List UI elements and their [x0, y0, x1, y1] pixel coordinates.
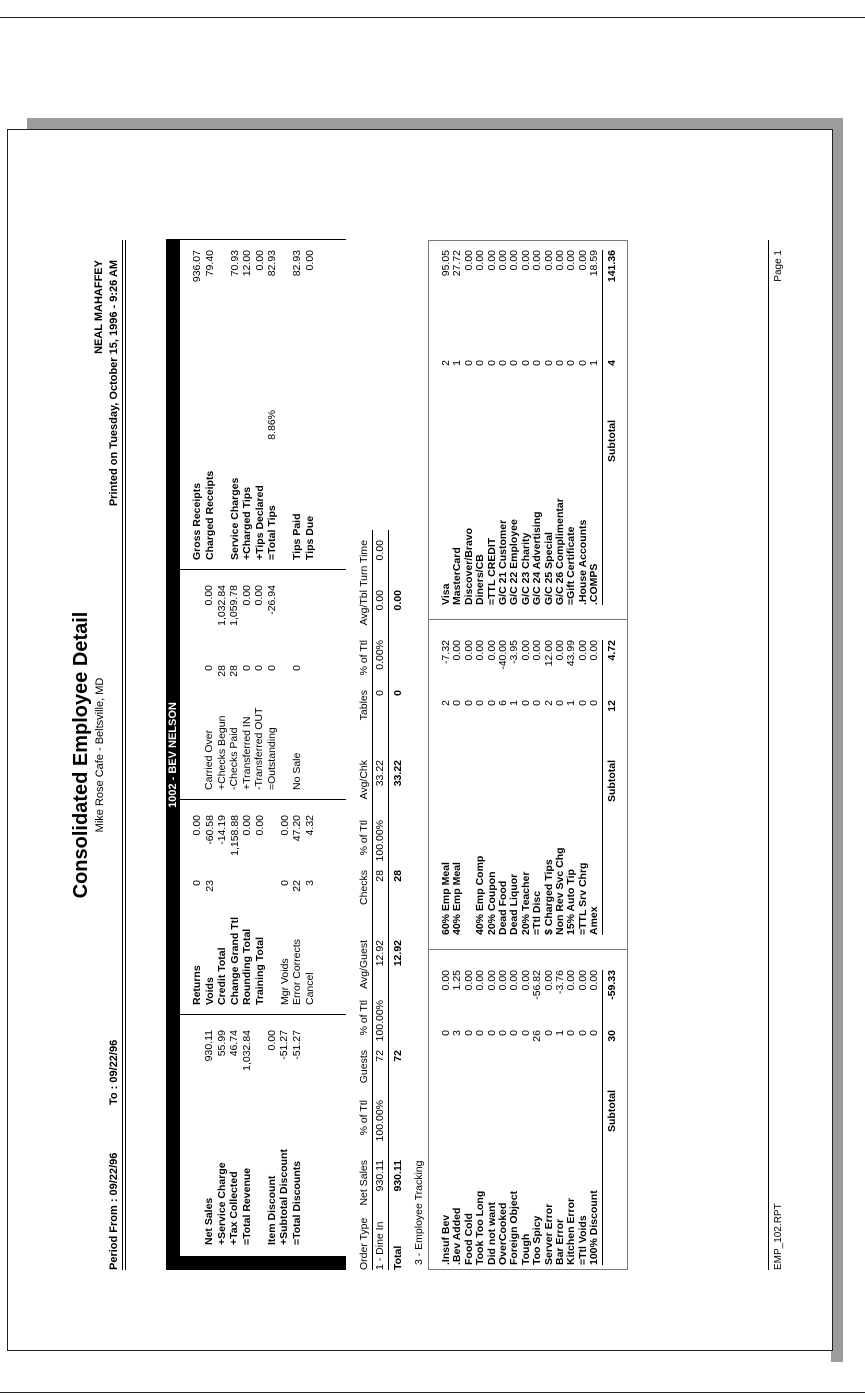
sales-label: +Charged Tips [241, 486, 253, 560]
tracking-count: 0 [519, 360, 532, 366]
report-file-name: EMP_102.RPT [773, 1203, 784, 1270]
sales-label: Gross Receipts [191, 482, 203, 560]
tracking-count: 0 [554, 360, 566, 366]
sales-count: 0 [278, 880, 291, 886]
tracking-value: 0.00 [485, 250, 498, 271]
order-type-total: 33.22 [392, 760, 404, 787]
tracking-value: 0.00 [531, 640, 544, 661]
tracking-count: 2 [440, 700, 452, 706]
order-type-total: 0.00 [392, 590, 404, 611]
order-type-total: 12.92 [392, 940, 404, 967]
tracking-label: Kitchen Error [565, 1197, 578, 1265]
tracking-count: 0 [485, 360, 498, 366]
sales-label: Charged Receipts [203, 470, 216, 560]
order-type-total: 72 [392, 1050, 404, 1062]
tracking-count: 0 [576, 1030, 589, 1036]
tracking-label: 40% Emp Comp [474, 855, 487, 935]
sales-count: 0 [203, 665, 215, 671]
sales-count: 0 [253, 665, 265, 671]
subtotal-label: Subtotal [606, 760, 618, 802]
tracking-count: 0 [531, 700, 544, 706]
sales-value: 55.99 [215, 1030, 228, 1057]
tracking-value: 0.00 [462, 250, 475, 271]
sales-value: -51.27 [290, 1030, 303, 1060]
tracking-value: 12.00 [542, 640, 555, 667]
sales-value: 1,059.78 [228, 585, 240, 626]
report-location: Mike Rose Cafe - Beltsville, MD [94, 677, 106, 833]
sales-value: 4.32 [303, 815, 316, 836]
tracking-value: 43.99 [565, 640, 578, 667]
tracking-value: 0.00 [497, 250, 509, 271]
order-type-total: 0 [392, 690, 404, 696]
order-type-cell: 100.00% [374, 1000, 386, 1042]
tracking-value: 1.25 [451, 970, 464, 991]
tracking-label: Visa [440, 583, 452, 605]
tracking-label: G/C 22 Employee [508, 519, 521, 605]
tracking-label: Bar Error [554, 1218, 566, 1265]
tracking-count: 0 [462, 700, 475, 706]
tracking-count: 0 [565, 1030, 578, 1036]
tracking-value: 0.00 [462, 640, 475, 661]
tracking-label: Dead Food [497, 880, 509, 935]
report-page [7, 129, 833, 1351]
tracking-label: .Bev Added [451, 1207, 464, 1265]
underline-rule [372, 530, 373, 1270]
footer-rule [768, 240, 769, 1270]
column-divider [180, 1014, 346, 1015]
top-rule [0, 17, 865, 18]
sales-label: +Service Charge [215, 1162, 228, 1245]
tracking-count: 0 [554, 700, 566, 706]
subtotal-count: 30 [606, 1030, 618, 1042]
tracking-label: Dead Liquor [508, 873, 521, 935]
order-type-total: Total [392, 1245, 404, 1270]
sales-value: 1,032.84 [215, 585, 228, 626]
tracking-count: 1 [554, 1030, 566, 1036]
sales-label: Carried Over [203, 729, 215, 790]
tracking-label: Food Cold [462, 1213, 475, 1265]
sales-value: 0.00 [253, 250, 266, 271]
period-to: To : 09/22/96 [108, 1039, 120, 1105]
tracking-count: 0 [474, 700, 487, 706]
sales-value: 12.00 [241, 250, 253, 277]
sales-value: 47.20 [291, 815, 303, 842]
tracking-count: 0 [588, 1030, 601, 1036]
tracking-value: 0.00 [576, 970, 589, 991]
tracking-value: 27.72 [451, 250, 464, 277]
sales-value: 0.00 [265, 1030, 278, 1051]
tracking-label: $ Charged Tips [542, 859, 555, 935]
tracking-count: 0 [531, 360, 544, 366]
sales-count: 3 [303, 880, 316, 886]
tracking-count: 0 [474, 1030, 487, 1036]
tracking-value: -3.95 [508, 640, 521, 664]
sales-label: Returns [191, 965, 203, 1005]
tracking-value: 0.00 [588, 970, 601, 991]
tracking-value: -7.32 [440, 640, 452, 664]
underline-rule [602, 640, 603, 935]
order-type-cell: 1 - Dine In [374, 1221, 386, 1270]
order-type-cell: 100.00% [374, 1100, 386, 1142]
tracking-value: 0.00 [588, 640, 601, 661]
sales-label: Tips Paid [291, 513, 303, 560]
tracking-label: Did not want [485, 1202, 498, 1265]
tracking-value: 0.00 [474, 250, 487, 271]
sales-label: Item Discount [265, 1175, 278, 1245]
tracking-count: 0 [440, 1030, 452, 1036]
sales-label: -Transferred OUT [253, 707, 265, 790]
tracking-label: G/C 24 Advertising [531, 511, 544, 605]
order-type-cell: 0.00 [374, 540, 386, 561]
sales-count: 28 [228, 665, 240, 677]
sales-value: 82.93 [266, 250, 278, 277]
tracking-count: 26 [531, 1030, 544, 1042]
tracking-label: .House Accounts [576, 519, 589, 605]
sales-value: -51.27 [278, 1030, 290, 1060]
tracking-label: .COMPS [588, 563, 601, 605]
sales-count: 28 [215, 665, 228, 677]
column-header: Tables [358, 690, 370, 721]
printed-by-name: NEAL MAHAFFEY [93, 260, 105, 354]
tracking-label: Took Too Long [474, 1190, 487, 1265]
tracking-value: -56.82 [531, 970, 544, 1000]
sales-label: +Checks Begun [215, 715, 228, 790]
section-title: 3 - Employee Tracking [413, 1160, 425, 1265]
tracking-value: 0.00 [542, 970, 555, 991]
tracking-count: 0 [451, 700, 464, 706]
column-header: Net Sales [358, 1160, 370, 1206]
sales-label: +Subtotal Discount [278, 1149, 290, 1245]
sales-value: 82.93 [291, 250, 303, 277]
order-type-cell: 100.00% [374, 820, 386, 862]
tracking-value: 0.00 [497, 970, 509, 991]
sales-value: 0.00 [253, 585, 265, 606]
tracking-count: 0 [519, 1030, 532, 1036]
sales-value: 79.40 [203, 250, 216, 277]
order-type-cell: 12.92 [374, 940, 386, 967]
sales-value: 46.74 [228, 1030, 240, 1057]
tracking-value: 0.00 [519, 640, 532, 661]
tracking-value: 0.00 [451, 640, 464, 661]
tips-percent: 8.86% [266, 410, 278, 440]
order-type-cell: 28 [374, 870, 386, 882]
tracking-value: 0.00 [565, 250, 578, 271]
tracking-value: -3.76 [554, 970, 566, 994]
tracking-label: Diners/CB [474, 554, 487, 605]
tracking-label: G/C 21 Customer [497, 519, 509, 605]
column-header: Guests [358, 1050, 370, 1084]
sales-count: 23 [203, 880, 216, 892]
tracking-label: G/C 25 Special [542, 532, 555, 605]
tracking-label: Amex [588, 906, 601, 935]
tracking-count: 1 [451, 360, 464, 366]
column-header: Avg/Tbl [358, 590, 370, 626]
tracking-count: 0 [497, 1030, 509, 1036]
sales-value: 0.00 [191, 815, 203, 836]
employee-band: 1002 - BEV NELSON [166, 240, 180, 1270]
order-type-cell: 0 [374, 690, 386, 696]
column-header: % of Ttl [358, 1100, 370, 1136]
order-type-cell: 33.22 [374, 760, 386, 787]
tracking-label: 40% Emp Meal [451, 862, 464, 935]
tracking-value: 0.00 [565, 970, 578, 991]
column-divider [180, 569, 346, 570]
order-type-cell: 0.00 [374, 590, 386, 611]
sales-value: 1,032.84 [240, 1030, 253, 1071]
sales-value: 0.00 [203, 585, 215, 606]
subtotal-value: 141.36 [606, 250, 618, 283]
tracking-label: G/C 26 Complimentar [554, 498, 566, 605]
header-rule-2 [125, 240, 126, 1270]
period-from: Period From : 09/22/96 [108, 1152, 120, 1270]
tracking-label: Too Spicy [531, 1215, 544, 1265]
tracking-value: 0.00 [474, 640, 487, 661]
tracking-label: 100% Discount [588, 1190, 601, 1265]
sales-label: +Tips Declared [253, 485, 266, 560]
bottom-rule [0, 1392, 865, 1393]
sales-label: Tips Due [303, 515, 316, 560]
sales-value: 0.00 [303, 250, 316, 271]
sales-count: 0 [290, 665, 303, 671]
tracking-count: 0 [576, 360, 589, 366]
tracking-value: 95.05 [440, 250, 452, 277]
sales-count: 0 [240, 665, 253, 671]
tracking-value: 0.00 [508, 250, 521, 271]
tracking-label: =Ttl Disc [531, 890, 544, 935]
tracking-label: Non Rev Svc Chg [554, 847, 566, 935]
tracking-label: 20% Teacher [519, 871, 532, 935]
tracking-value: -40.00 [497, 640, 509, 670]
tracking-value: 0.00 [554, 640, 566, 661]
column-header: Turn Time [358, 540, 370, 587]
tracking-label: 20% Coupon [485, 871, 498, 935]
tracking-label: Server Error [542, 1203, 555, 1265]
sales-value: 1,158.88 [228, 815, 241, 856]
tracking-count: 0 [588, 700, 601, 706]
sales-value: -14.19 [216, 815, 228, 845]
subtotal-label: Subtotal [606, 420, 618, 462]
tracking-count: 1 [508, 700, 521, 706]
report-title: Consolidated Employee Detail [70, 611, 92, 899]
tracking-value: 18.59 [588, 250, 601, 277]
tracking-count: 0 [485, 1030, 498, 1036]
subtotal-count: 4 [606, 360, 618, 366]
order-type-cell: 930.11 [374, 1160, 386, 1192]
underline-rule [602, 970, 603, 1265]
tracking-count: 0 [519, 700, 532, 706]
tracking-value: 0.00 [554, 250, 566, 271]
sales-value: -60.58 [203, 815, 216, 845]
sales-value: 930.11 [203, 1030, 215, 1062]
sales-count: 22 [291, 880, 303, 892]
tracking-label: G/C 23 Charity [519, 532, 532, 605]
column-divider [428, 619, 628, 620]
tracking-label: =TTL CREDIT [485, 537, 498, 605]
sales-label: Service Charges [228, 477, 241, 560]
tracking-label: Tough [519, 1233, 532, 1265]
column-header: Avg/Guest [358, 940, 370, 989]
sales-label: =Total Revenue [240, 1167, 253, 1245]
sales-value: 936.07 [191, 250, 203, 283]
tracking-count: 0 [508, 1030, 521, 1036]
tracking-value: 0.00 [542, 250, 555, 271]
tracking-label: 60% Emp Meal [440, 862, 452, 935]
tracking-value: 0.00 [531, 250, 544, 271]
band-left-block [166, 1256, 346, 1270]
sales-value: 0.00 [278, 815, 291, 836]
tracking-value: 0.00 [485, 640, 498, 661]
sales-label: -Checks Paid [228, 727, 240, 790]
tracking-count: 1 [588, 360, 601, 366]
tracking-label: =TTL Srv Chrg [576, 862, 589, 935]
rotated-report [68, 120, 798, 1290]
printed-timestamp: Printed on Tuesday, October 15, 1996 - 9:26 AM [108, 260, 120, 507]
tracking-value: 0.00 [519, 970, 532, 991]
tracking-count: 0 [474, 360, 487, 366]
column-header: % of Ttl [358, 640, 370, 676]
sales-count: 0 [265, 665, 278, 671]
tracking-count: 2 [440, 360, 452, 366]
underline-rule [602, 250, 603, 605]
sales-label: Mgr Voids [278, 958, 291, 1005]
sales-label: Credit Total [216, 947, 228, 1005]
header-rule [122, 240, 123, 1270]
sales-value: 0.00 [241, 815, 253, 836]
column-header: Checks [358, 870, 370, 906]
tracking-value: 0.00 [462, 970, 475, 991]
subtotal-value: 4.72 [606, 640, 618, 661]
tracking-count: 0 [542, 360, 555, 366]
tracking-label: Discover/Bravo [462, 527, 475, 605]
tracking-value: 0.00 [474, 970, 487, 991]
sales-label: Training Total [253, 936, 266, 1005]
column-divider [180, 799, 346, 800]
tracking-label: =Ttl Voids [576, 1215, 589, 1265]
tracking-count: 0 [485, 700, 498, 706]
tracking-label: 15% Auto Tip [565, 869, 578, 935]
sales-label: +Transferred IN [240, 716, 253, 790]
sales-label: No Sale [290, 752, 303, 790]
page-number: Page 1 [773, 250, 784, 282]
order-type-cell: 0.00% [374, 640, 386, 670]
sales-count: 0 [191, 880, 203, 886]
sales-value: 0.00 [240, 585, 253, 606]
tracking-value: 0.00 [440, 970, 452, 991]
tracking-value: 0.00 [519, 250, 532, 271]
sales-label: Rounding Total [241, 928, 253, 1005]
tracking-value: 0.00 [576, 250, 589, 271]
sales-label: =Total Discounts [290, 1160, 303, 1245]
tracking-count: 0 [497, 360, 509, 366]
tracking-label: MasterCard [451, 547, 464, 605]
order-type-total: 930.11 [392, 1160, 404, 1192]
sales-value: 70.93 [228, 250, 241, 277]
tracking-value: 0.00 [576, 640, 589, 661]
tracking-count: 0 [462, 360, 475, 366]
order-type-total: 28 [392, 870, 404, 882]
tracking-label: .Insuf Bev [440, 1214, 452, 1265]
sales-value: -26.94 [265, 585, 278, 615]
column-header: Order Type [358, 1217, 370, 1270]
tracking-count: 0 [576, 700, 589, 706]
subtotal-label: Subtotal [606, 1090, 618, 1132]
tracking-label: =Gift Certificate [565, 526, 578, 605]
column-header: % of Ttl [358, 820, 370, 856]
tracking-count: 1 [565, 700, 578, 706]
sales-value: 0.00 [253, 815, 266, 836]
sales-label: +Tax Collected [228, 1171, 240, 1245]
order-type-cell: 72 [374, 1050, 386, 1062]
column-header: % of Ttl [358, 1000, 370, 1036]
subtotal-count: 12 [606, 700, 618, 712]
underline-rule [388, 530, 389, 1270]
column-header: Avg/Chk [358, 760, 370, 800]
tracking-count: 2 [542, 700, 555, 706]
tracking-count: 0 [542, 1030, 555, 1036]
tracking-count: 0 [508, 360, 521, 366]
tracking-count: 3 [451, 1030, 464, 1036]
column-divider [166, 239, 346, 240]
tracking-count: 0 [565, 360, 578, 366]
tracking-count: 6 [497, 700, 509, 706]
sales-label: Change Grand Ttl [228, 916, 241, 1005]
sales-label: Net Sales [203, 1197, 215, 1245]
sales-label: =Total Tips [266, 505, 278, 560]
tracking-label: Foreign Object [508, 1190, 521, 1265]
sales-label: Error Corrects [291, 939, 303, 1005]
tracking-value: 0.00 [485, 970, 498, 991]
tracking-value: 0.00 [508, 970, 521, 991]
sales-label: =Outstanding [265, 727, 278, 790]
column-divider [428, 949, 628, 950]
tracking-label: OverCooked [497, 1202, 509, 1265]
subtotal-value: -59.33 [606, 970, 618, 1000]
sales-label: Cancel [303, 972, 316, 1005]
sales-label: Voids [203, 977, 216, 1005]
tracking-count: 0 [462, 1030, 475, 1036]
